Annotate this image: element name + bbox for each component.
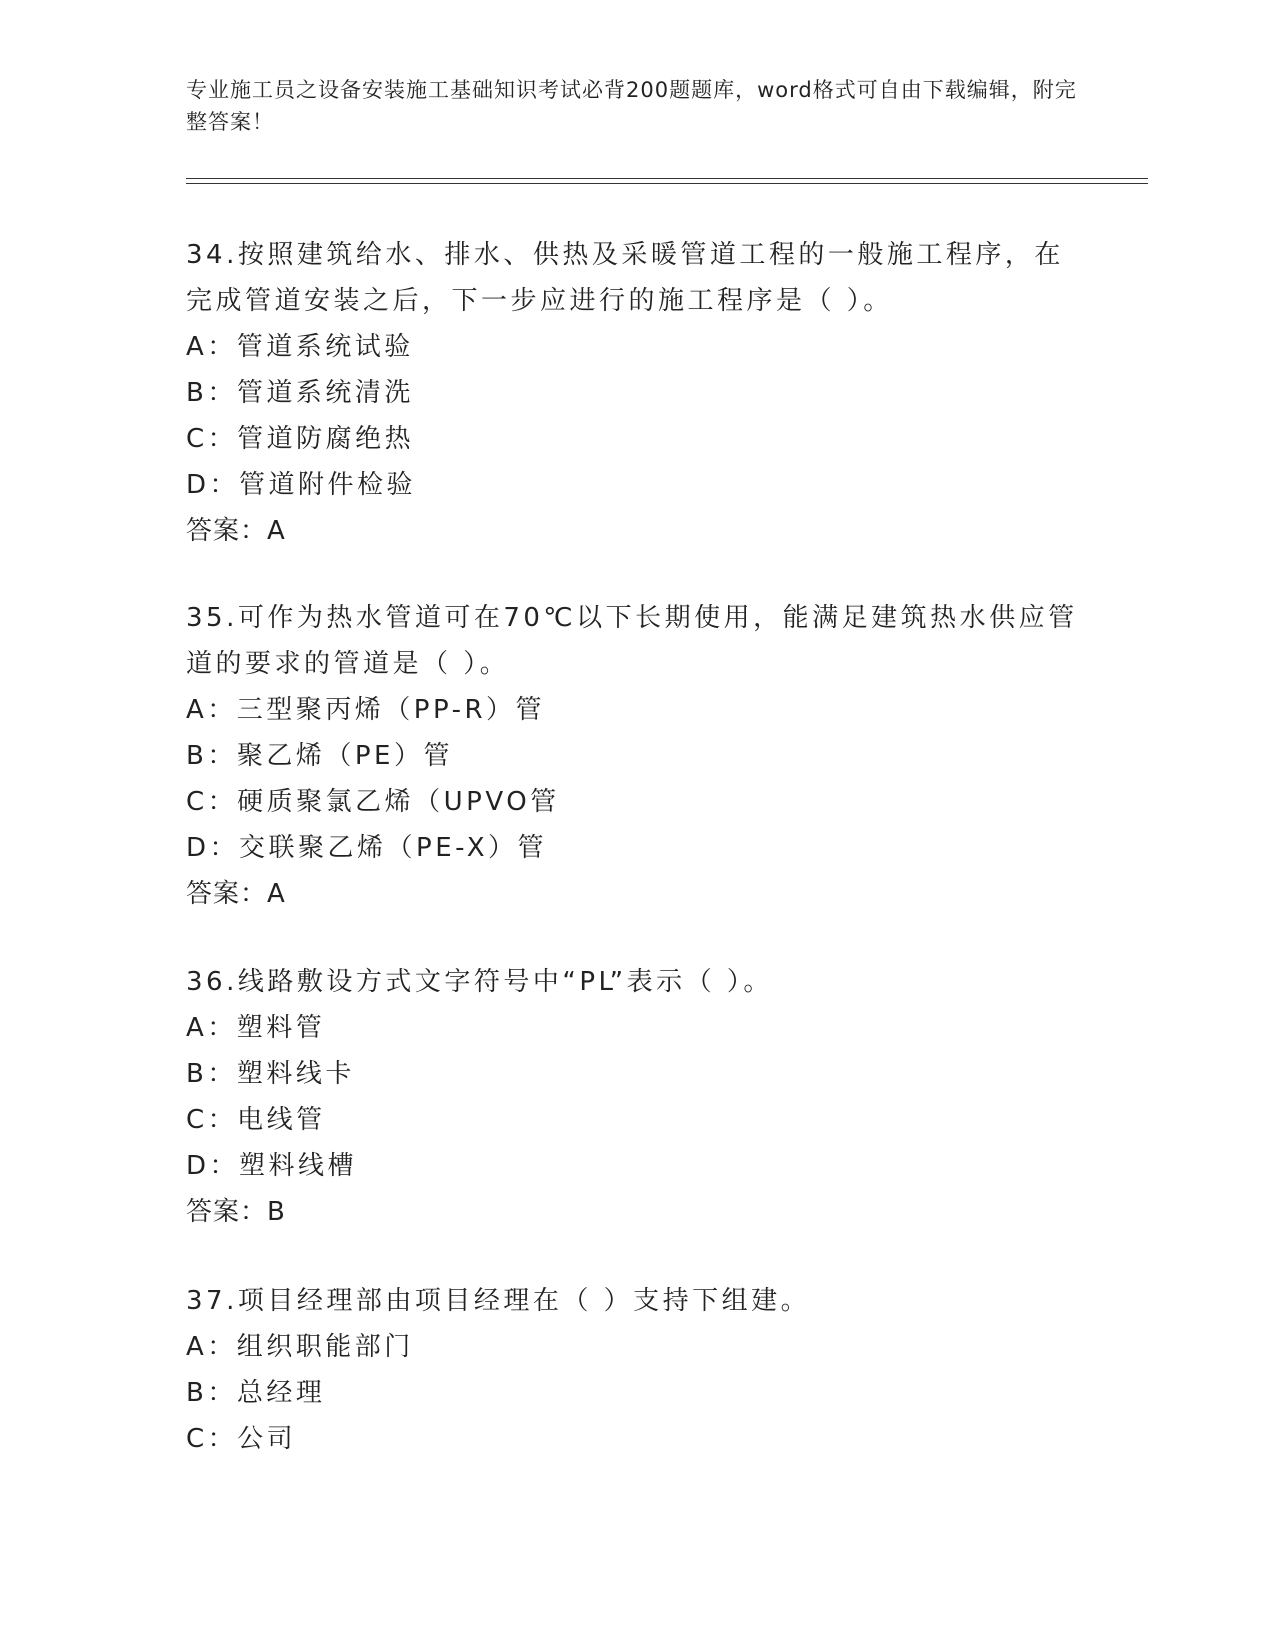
question-34 <box>186 232 1086 554</box>
question-stem: 36.线路敷设方式文字符号中“PL”表示（ ）。 <box>186 967 773 997</box>
question-35 <box>186 595 1086 917</box>
option-c: C：硬质聚氯乙烯（UPVO管 <box>186 787 560 817</box>
option-c: C：电线管 <box>186 1105 326 1135</box>
option-d: D：管道附件检验 <box>186 470 417 500</box>
option-c: C：公司 <box>186 1424 297 1454</box>
option-a: A：三型聚丙烯（PP-R）管 <box>186 695 546 725</box>
option-a: A：塑料管 <box>186 1013 326 1043</box>
option-d: D：交联聚乙烯（PE-X）管 <box>186 833 548 863</box>
option-c: C：管道防腐绝热 <box>186 424 415 454</box>
answer: 答案：A <box>186 879 286 909</box>
question-36 <box>186 959 1086 1235</box>
option-b: B：总经理 <box>186 1378 326 1408</box>
option-b: B：塑料线卡 <box>186 1059 355 1089</box>
question-stem: 34.按照建筑给水、排水、供热及采暖管道工程的一般施工程序，在完成管道安装之后，下一步应进行的施工程序是（ ）。 <box>186 240 1064 316</box>
option-a: A：管道系统试验 <box>186 332 414 362</box>
question-stem: 37.项目经理部由项目经理在（ ）支持下组建。 <box>186 1286 811 1316</box>
header-divider-bottom <box>186 183 1148 184</box>
question-37 <box>186 1278 1086 1462</box>
option-a: A：组织职能部门 <box>186 1332 414 1362</box>
header-title: 专业施工员之设备安装施工基础知识考试必背200题题库，word格式可自由下载编辑，附完整答案！ <box>186 78 1077 134</box>
document-header <box>186 74 1086 138</box>
answer: 答案：B <box>186 1197 286 1227</box>
header-divider-top <box>186 178 1148 179</box>
question-stem: 35.可作为热水管道可在70℃以下长期使用，能满足建筑热水供应管道的要求的管道是（ ）。 <box>186 603 1078 679</box>
answer: 答案：A <box>186 516 286 546</box>
option-d: D：塑料线槽 <box>186 1151 358 1181</box>
option-b: B：聚乙烯（PE）管 <box>186 741 453 771</box>
option-b: B：管道系统清洗 <box>186 378 414 408</box>
